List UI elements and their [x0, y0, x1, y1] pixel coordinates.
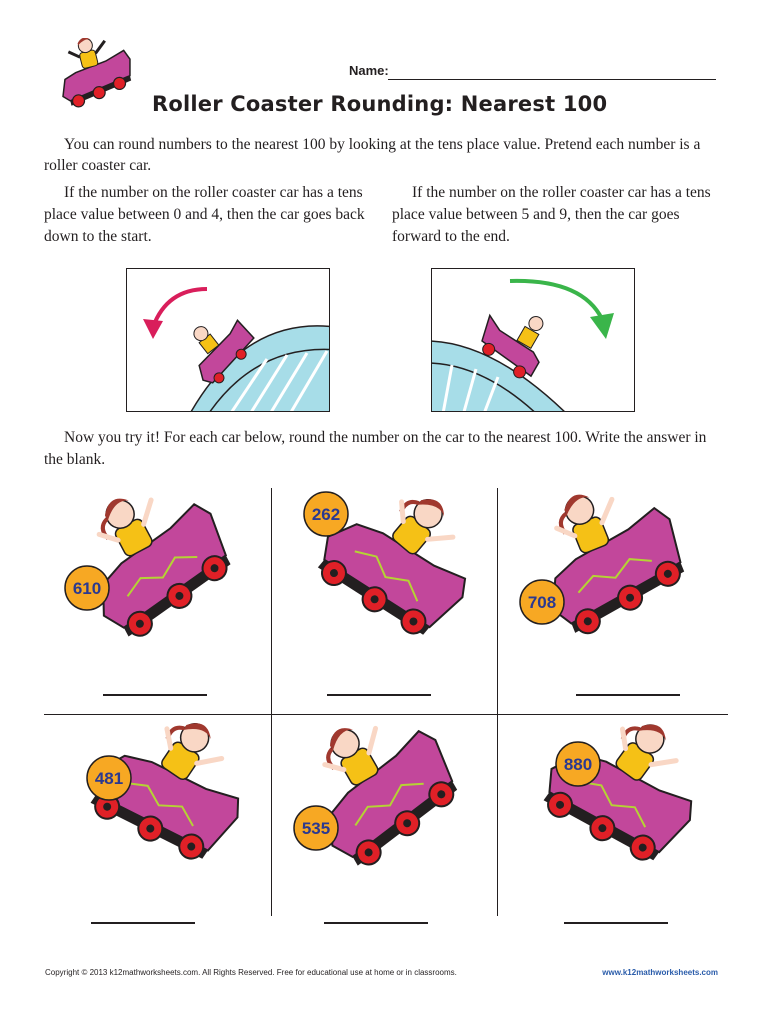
roller-coaster-car: [272, 716, 498, 906]
number-badge: [294, 806, 338, 850]
problem-cell: [272, 716, 498, 942]
answer-blank[interactable]: [564, 922, 668, 924]
roller-coaster-car: [498, 716, 724, 906]
answer-blank[interactable]: [327, 694, 431, 696]
answer-blank[interactable]: [324, 922, 428, 924]
problem-cell: [45, 488, 271, 714]
problem-cell: [498, 716, 724, 942]
rule-round-down-text: If the number on the roller coaster car has a tens place value between 0 and 4, then the car goes back down to the start.: [44, 184, 365, 245]
name-field[interactable]: [388, 79, 716, 80]
number-badge: [65, 566, 109, 610]
roller-coaster-car-logo: [52, 38, 140, 114]
car-number: 481: [94, 769, 124, 788]
roller-coaster-car: [272, 488, 498, 678]
intro-text: You can round numbers to the nearest 100 by looking at the tens place value. Pretend each number is a roller coaster car.: [44, 136, 701, 174]
car-number: 262: [311, 505, 341, 524]
number-badge: [520, 580, 564, 624]
car-number: 708: [527, 593, 557, 612]
car-number: 880: [563, 755, 593, 774]
car-number: 535: [301, 819, 331, 838]
example-round-up-illustration: [431, 268, 635, 412]
answer-blank[interactable]: [103, 694, 207, 696]
roller-coaster-car: [498, 488, 724, 678]
number-badge: [304, 492, 348, 536]
car-number: 610: [72, 579, 102, 598]
problem-cell: [45, 716, 271, 942]
page-title: Roller Coaster Rounding: Nearest 100: [152, 92, 608, 116]
problem-cell: [498, 488, 724, 714]
copyright-text: Copyright © 2013 k12mathworksheets.com. All Rights Reserved. Free for educational use at home or in classrooms.: [45, 968, 457, 977]
number-badge: [556, 742, 600, 786]
grid-divider: [44, 714, 728, 715]
problem-cell: [272, 488, 498, 714]
roller-coaster-car: [45, 716, 271, 906]
website-link[interactable]: www.k12mathworksheets.com: [602, 968, 718, 977]
arrow-forward-icon: [510, 281, 602, 319]
example-round-down-illustration: [126, 268, 330, 412]
answer-blank[interactable]: [91, 922, 195, 924]
answer-blank[interactable]: [576, 694, 680, 696]
number-badge: [87, 756, 131, 800]
name-label: Name:: [349, 63, 389, 78]
try-it-instructions: Now you try it! For each car below, round the number on the car to the nearest 100. Write the answer in the blank.: [44, 429, 707, 468]
rule-round-up-text: If the number on the roller coaster car has a tens place value between 5 and 9, then the car goes forward to the end.: [392, 184, 711, 245]
roller-coaster-car: [45, 488, 271, 678]
